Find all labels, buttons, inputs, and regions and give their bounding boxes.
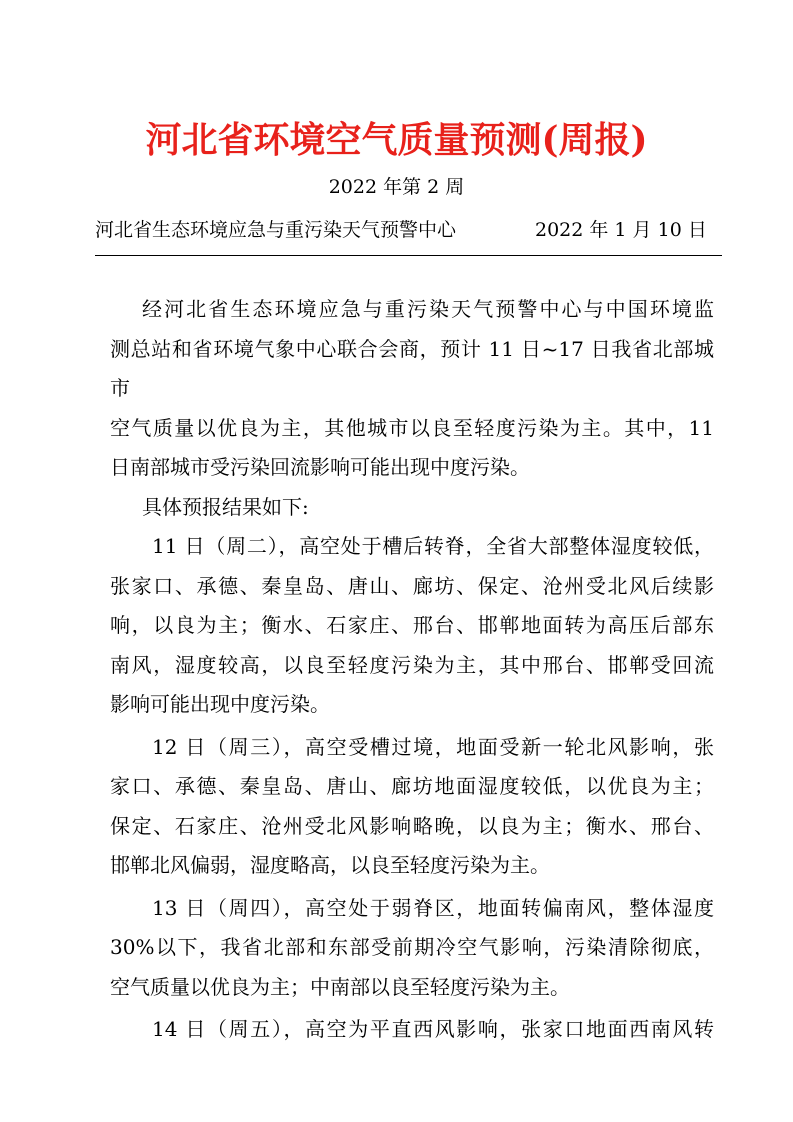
body-paragraph-intro: [110, 488, 714, 528]
text-line: 11 日（周二），高空处于槽后转脊，全省大部整体湿度较低，: [152, 534, 714, 558]
text-line: 南风，湿度较高，以良至轻度污染为主，其中邢台、邯郸受回流: [110, 652, 714, 677]
body-paragraph-day-11: [110, 527, 714, 725]
page-title: 河北省环境空气质量预测(周报): [145, 119, 648, 161]
text-line: 14 日（周五），高空为平直西风影响，张家口地面西南风转: [152, 1017, 714, 1041]
issue-number: 2022 年第 2 周: [328, 176, 465, 198]
body-paragraph-day-12: [110, 728, 714, 886]
body-text: [110, 290, 714, 1050]
text-line: 日南部城市受污染回流影响可能出现中度污染。: [110, 455, 530, 479]
body-paragraph-day-13: [110, 889, 714, 1008]
text-line: 空气质量以优良为主；中南部以良至轻度污染为主。: [110, 974, 570, 999]
body-paragraph-summary: [110, 290, 714, 488]
header-rule: [95, 255, 722, 256]
text-line: 30%以下，我省北部和东部受前期冷空气影响，污染清除彻底，: [110, 935, 714, 959]
text-line: 张家口、承德、秦皇岛、唐山、廊坊、保定、沧州受北风后续影: [110, 573, 714, 598]
issuer-row: [95, 217, 722, 243]
body-paragraph-day-14: [110, 1010, 714, 1050]
text-line: 影响可能出现中度污染。: [110, 692, 330, 716]
text-line: 保定、石家庄、沧州受北风影响略晚，以良为主；衡水、邢台、: [110, 813, 714, 838]
text-line: 12 日（周三），高空受槽过境，地面受新一轮北风影响，张: [152, 734, 714, 759]
text-line: 测总站和省环境气象中心联合会商，预计 11 日~17 日我省北部城市: [110, 336, 714, 400]
text-line: 具体预报结果如下:: [142, 494, 309, 519]
text-line: 响，以良为主；衡水、石家庄、邢台、邯郸地面转为高压后部东: [110, 613, 714, 637]
text-line: 经河北省生态环境应急与重污染天气预警中心与中国环境监: [142, 297, 714, 321]
issuer-name: 河北省生态环境应急与重污染天气预警中心: [95, 219, 457, 241]
text-line: 家口、承德、秦皇岛、唐山、廊坊地面湿度较低，以优良为主；: [110, 774, 714, 798]
issue-date: 2022 年 1 月 10 日: [535, 219, 707, 241]
text-line: 13 日（周四），高空处于弱脊区，地面转偏南风，整体湿度: [152, 895, 714, 920]
text-line: 空气质量以优良为主，其他城市以良至轻度污染为主。其中，11: [110, 415, 714, 440]
text-line: 邯郸北风偏弱，湿度略高，以良至轻度污染为主。: [110, 853, 550, 877]
